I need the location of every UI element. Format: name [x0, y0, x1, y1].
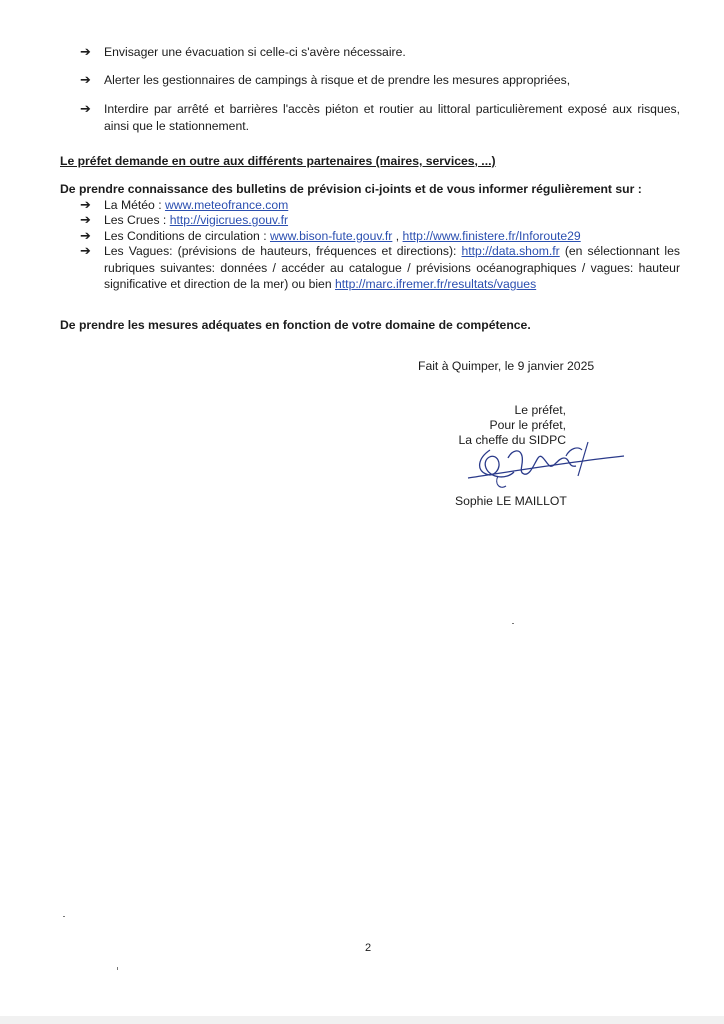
- info-label: Les Vagues: (prévisions de hauteurs, fréquences et directions):: [104, 244, 462, 258]
- bullet-text: Alerter les gestionnaires de campings à risque et de prendre les mesures appropriées,: [104, 73, 571, 87]
- signatory-name: Sophie LE MAILLOT: [455, 494, 567, 508]
- bullet-campings: [80, 72, 680, 89]
- bullet-text: Envisager une évacuation si celle-ci s'avère nécessaire.: [104, 45, 406, 59]
- bullet-text: Interdire par arrêté et barrières l'accès piéton et routier au littoral particulièrement exposé aux risques, ainsi que le stationnement.: [104, 102, 680, 133]
- arrow-icon: ➔: [80, 212, 91, 227]
- bullet-interdire: [80, 101, 680, 134]
- place-date: Fait à Quimper, le 9 janvier 2025: [418, 359, 595, 373]
- arrow-icon: ➔: [80, 44, 91, 59]
- scan-speck: [117, 967, 118, 970]
- arrow-icon: ➔: [80, 228, 91, 243]
- info-label: Les Conditions de circulation :: [104, 229, 270, 243]
- scan-speck: [512, 623, 514, 624]
- arrow-icon: ➔: [80, 101, 91, 116]
- arrow-icon: ➔: [80, 72, 91, 87]
- vagues-description: (en sélectionnant les rubriques suivantes: données / accéder au catalogue / prévisions océanographiques / vagues: hauteur significative et direction de la mer) ou bien: [104, 244, 680, 291]
- info-item-crues: [80, 212, 680, 229]
- closing-statement: De prendre les mesures adéquates en fonction de votre domaine de compétence.: [60, 318, 531, 332]
- bullet-evacuation: [80, 44, 680, 61]
- info-label: La Météo :: [104, 198, 165, 212]
- info-item-vagues: [80, 243, 680, 293]
- meteo-link[interactable]: www.meteofrance.com: [164, 198, 289, 212]
- page-number: 2: [365, 942, 372, 954]
- arrow-icon: ➔: [80, 197, 91, 212]
- signature-title: Le préfet,: [514, 403, 566, 417]
- intro-text: De prendre connaissance des bulletins de prévision ci-joints et de vous informer régulièrement sur :: [60, 182, 642, 196]
- inforoute-link[interactable]: http://www.finistere.fr/Inforoute29: [402, 229, 581, 243]
- vigicrues-link[interactable]: http://vigicrues.gouv.fr: [169, 213, 289, 227]
- arrow-icon: ➔: [80, 243, 91, 258]
- section-subheading: Le préfet demande en outre aux différents partenaires (maires, services, ...): [60, 154, 496, 168]
- signature-role: La cheffe du SIDPC: [458, 433, 566, 447]
- link-separator: ,: [392, 229, 403, 243]
- signature-delegation: Pour le préfet,: [489, 418, 566, 432]
- ifremer-link[interactable]: http://marc.ifremer.fr/resultats/vagues: [335, 277, 537, 291]
- info-label: Les Crues :: [104, 213, 170, 227]
- scan-edge: [0, 1016, 724, 1024]
- scan-speck: [63, 916, 65, 917]
- bison-fute-link[interactable]: www.bison-fute.gouv.fr: [269, 229, 393, 243]
- shom-link[interactable]: http://data.shom.fr: [461, 244, 560, 258]
